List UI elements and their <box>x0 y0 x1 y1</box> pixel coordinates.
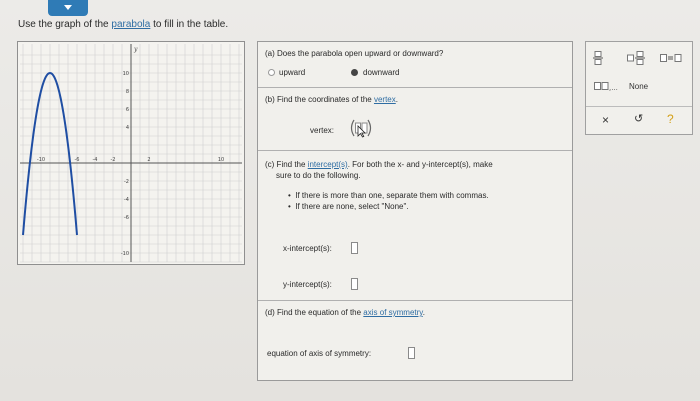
axis-of-symmetry-label: equation of axis of symmetry: <box>267 349 372 358</box>
vertex-link[interactable]: vertex <box>373 95 396 104</box>
part-c-question-line2: sure to do the following. <box>276 171 361 180</box>
math-toolbox <box>585 41 693 135</box>
parabola-graph <box>17 41 245 265</box>
part-a-question: (a) Does the parabola open upward or downward? <box>265 49 444 58</box>
ordered-pair-icon <box>348 118 374 138</box>
graph-svg <box>18 42 244 264</box>
equals-icon <box>660 54 682 62</box>
x-tick-label: -4 <box>92 157 98 163</box>
y-tick-label: -10 <box>120 251 129 257</box>
y-tick-label: -2 <box>124 179 129 185</box>
axis-of-symmetry-link[interactable]: axis of symmetry <box>363 308 423 317</box>
divider <box>258 150 572 151</box>
x-intercept-label: x-intercept(s): <box>283 244 332 253</box>
comma-pair-icon <box>594 82 618 91</box>
undo-button[interactable]: ↺ <box>634 113 644 125</box>
ordered-pair-button[interactable] <box>594 82 618 93</box>
y-tick-label: 10 <box>122 71 129 77</box>
axis-of-symmetry-input[interactable] <box>408 347 415 359</box>
none-button[interactable]: None <box>629 82 649 91</box>
label-upward: upward <box>279 68 306 77</box>
x-tick-label: -10 <box>36 157 46 163</box>
y-axis-name: y <box>134 46 138 53</box>
x-tick-label: 2 <box>147 157 151 163</box>
x-tick-label: 10 <box>217 157 225 163</box>
mixed-number-button[interactable] <box>627 51 645 67</box>
vertex-label: vertex: <box>310 126 335 135</box>
collapse-tab[interactable] <box>48 0 88 16</box>
list-item: • If there is more than one, separate them with commas. <box>288 191 489 200</box>
instruction-text: Use the graph of the parabola to fill in the table. <box>18 19 229 30</box>
vertex-input[interactable] <box>348 118 374 138</box>
fraction-icon <box>592 51 604 65</box>
y-intercept-label: y-intercept(s): <box>283 280 332 289</box>
divider <box>258 87 572 88</box>
y-intercept-input[interactable] <box>351 278 358 290</box>
x-intercept-input[interactable] <box>351 242 358 254</box>
help-button[interactable]: ? <box>667 112 674 126</box>
y-tick-label: -4 <box>124 197 129 203</box>
list-item: • If there are none, select "None". <box>288 202 409 211</box>
part-c-question: (c) Find the intercept(s). For both the x- and y-intercept(s), make <box>265 160 493 169</box>
y-tick-label: 8 <box>125 89 129 95</box>
y-tick-label: -6 <box>124 215 129 221</box>
svg-text:,...: ,... <box>609 84 618 91</box>
equals-button[interactable] <box>660 54 682 64</box>
x-tick-label: -6 <box>74 157 80 163</box>
intercepts-link[interactable]: intercept(s) <box>307 160 348 169</box>
chevron-down-icon <box>64 5 72 10</box>
mixed-number-icon <box>627 51 645 65</box>
parabola-link[interactable]: parabola <box>111 19 151 30</box>
x-tick-label: -2 <box>110 157 116 163</box>
clear-button[interactable]: × <box>602 113 610 127</box>
fraction-button[interactable] <box>592 51 604 67</box>
divider <box>258 300 572 301</box>
radio-downward[interactable] <box>351 69 358 76</box>
part-b-question: (b) Find the coordinates of the vertex. <box>265 95 398 104</box>
y-tick-label: 4 <box>125 125 129 131</box>
part-d-question: (d) Find the equation of the axis of symmetry. <box>265 308 425 317</box>
y-tick-label: 6 <box>125 107 129 113</box>
radio-upward[interactable] <box>268 69 275 76</box>
label-downward: downward <box>363 68 400 77</box>
divider <box>586 106 692 107</box>
question-panel <box>257 41 573 381</box>
